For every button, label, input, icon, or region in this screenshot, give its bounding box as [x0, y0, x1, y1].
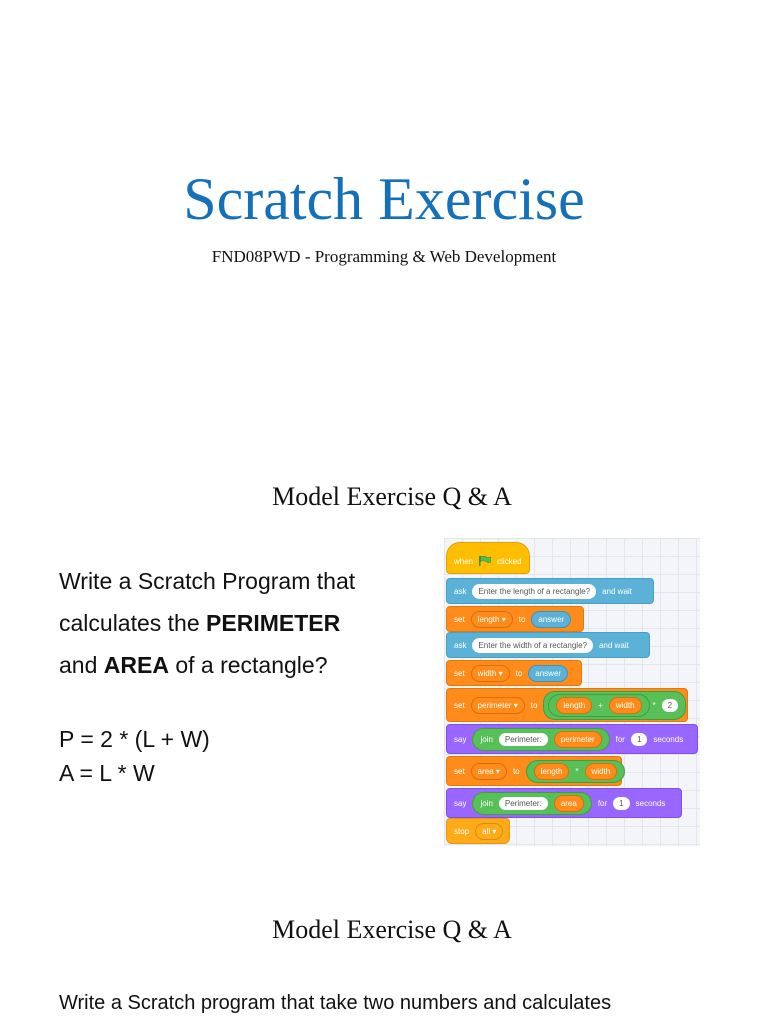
ask-length-text: Enter the length of a rectangle? [472, 584, 596, 599]
slide-title: Scratch Exercise [183, 166, 585, 232]
set-length-block [446, 606, 584, 632]
set-label: set [454, 614, 465, 624]
width-reporter-2: width [585, 763, 618, 780]
join-operator-2 [472, 792, 591, 815]
seconds-value: 1 [631, 733, 647, 746]
to-label-3: to [530, 700, 538, 710]
question-text [59, 560, 429, 686]
perimeter-formula: P = 2 * (L + W) [59, 726, 210, 752]
ask-width-block [446, 632, 650, 658]
slide-subtitle: FND08PWD - Programming & Web Development [211, 247, 557, 266]
stop-all-block [446, 818, 510, 844]
width-reporter: width [609, 697, 642, 714]
set-label-3: set [454, 700, 465, 710]
multiply-operator [543, 691, 686, 720]
ask-label-2: ask [454, 640, 467, 650]
answer-reporter: answer [531, 611, 571, 628]
to-label-2: to [515, 668, 523, 678]
for-label: for [615, 734, 625, 744]
length-reporter-2: length [534, 763, 570, 780]
section-heading-1: Model Exercise Q & A [272, 482, 512, 511]
and-word: and [59, 652, 104, 678]
stop-label: stop [454, 826, 470, 836]
question-text-end: of a rectangle? [168, 652, 328, 678]
section-heading-2: Model Exercise Q & A [272, 915, 512, 944]
and-wait-label-2: and wait [598, 640, 629, 650]
say-perimeter-block [446, 724, 698, 754]
and-wait-label: and wait [602, 586, 632, 596]
width-variable-dropdown: width ▾ [471, 665, 510, 682]
seconds-label-2: seconds [635, 798, 666, 808]
plus-sign: + [598, 700, 603, 710]
area-multiply-operator [526, 760, 626, 783]
area-keyword: AREA [103, 652, 169, 678]
ask-width-text: Enter the width of a rectangle? [472, 638, 593, 653]
ask-label: ask [454, 586, 467, 596]
perimeter-keyword: PERIMETER [206, 610, 341, 636]
for-label-2: for [597, 798, 608, 808]
add-operator [548, 694, 649, 717]
formulas [59, 722, 210, 790]
say-area-block [446, 788, 682, 818]
clicked-label: clicked [497, 556, 522, 566]
seconds-value-2: 1 [613, 797, 629, 810]
perimeter-reporter: perimeter [554, 731, 602, 748]
set-perimeter-block [446, 688, 688, 722]
set-area-block [446, 756, 622, 786]
say-label-2: say [454, 798, 467, 808]
set-label-2: set [454, 668, 465, 678]
scratch-code-image [444, 538, 700, 846]
say-label: say [454, 734, 467, 744]
set-width-block [446, 660, 582, 686]
join-operator [472, 728, 609, 751]
times-sign-2: * [575, 766, 579, 776]
times-sign: * [652, 700, 656, 710]
to-label: to [518, 614, 526, 624]
question-text-start: Write a Scratch Program that calculates the [59, 568, 356, 636]
green-flag-icon [479, 556, 491, 566]
set-label-4: set [454, 766, 465, 776]
perimeter-variable-dropdown: perimeter ▾ [471, 697, 525, 714]
to-label-4: to [512, 766, 520, 776]
length-variable-dropdown: length ▾ [471, 611, 513, 628]
area-variable-dropdown: area ▾ [471, 763, 507, 780]
length-reporter: length [556, 697, 592, 714]
perimeter-text-pill: Perimeter: [499, 733, 548, 746]
perimeter-text-pill-2: Perimeter: [499, 797, 548, 810]
seconds-label: seconds [653, 734, 684, 744]
area-formula: A = L * W [59, 760, 155, 786]
stop-option-dropdown: all ▾ [475, 823, 503, 840]
number-two: 2 [662, 699, 678, 712]
area-reporter: area [554, 795, 584, 812]
when-label: when [454, 556, 474, 566]
ask-length-block [446, 578, 654, 604]
join-label-2: join [480, 798, 493, 808]
answer-reporter-2: answer [528, 665, 568, 682]
question-2-text: Write a Scratch program that take two numbers and calculates [59, 992, 612, 1014]
join-label: join [480, 734, 493, 744]
when-flag-clicked-block [446, 542, 530, 574]
